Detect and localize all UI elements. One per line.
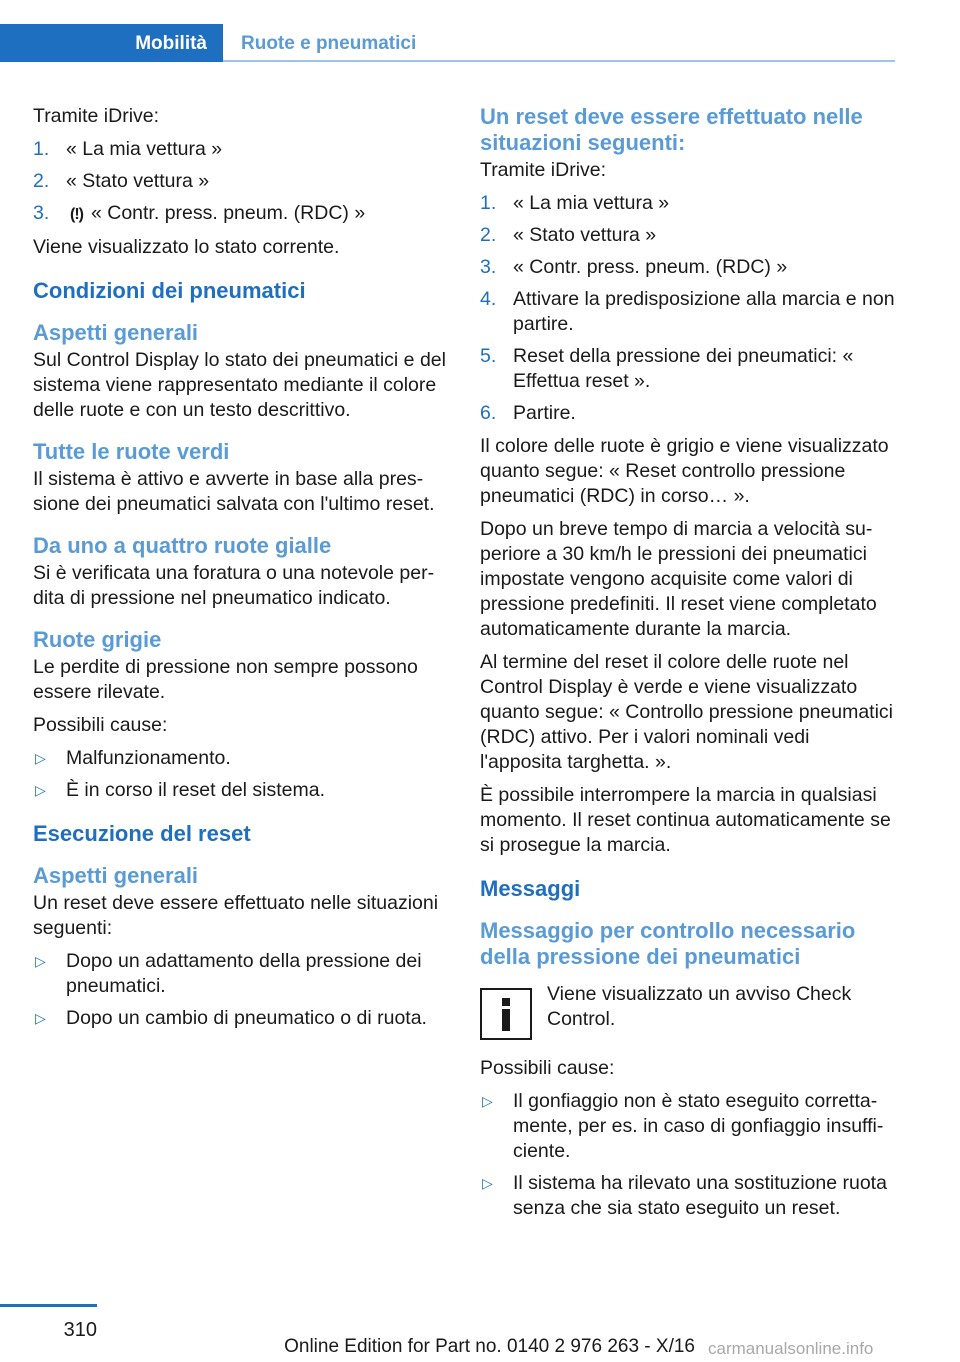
- grigie-text: Le perdite di pressione non sempre possono essere rilevate.: [33, 656, 418, 703]
- right-column: [480, 104, 895, 1229]
- step-text: « Stato vettura »: [66, 170, 210, 192]
- list-item: [33, 746, 448, 771]
- step-text: « Contr. press. pneum. (RDC) »: [513, 256, 788, 278]
- info-note: [480, 982, 895, 1046]
- step-text: Attivare la predisposizione alla marcia e non partire.: [513, 288, 895, 335]
- intro-text: Tramite iDrive:: [33, 105, 160, 127]
- step-item: [480, 191, 895, 216]
- tire-pressure-warning-icon: (!): [70, 206, 83, 223]
- step-item: [480, 223, 895, 248]
- heading-ruote-verdi: Tutte le ruote verdi: [33, 439, 230, 464]
- list-item-text: Malfunzionamento.: [66, 747, 231, 769]
- triangle-bullet-icon: ▷: [35, 782, 46, 798]
- step-item: [33, 169, 448, 194]
- list-item-text: Il gonfiaggio non è stato eseguito corretta-mente, per es. in caso di gonfiaggio insuffi-ciente.: [513, 1090, 884, 1162]
- reset-paragraph: Il colore delle ruote è grigio e viene visualizzato quanto segue: « Reset controllo pressione pneumatici (RDC) in corso… ».: [480, 435, 889, 507]
- step-item: [480, 344, 895, 394]
- header-rule: [223, 60, 895, 62]
- reset-aspetti-text: Un reset deve essere effettuato nelle situazioni seguenti:: [33, 892, 439, 939]
- step-number: 6.: [480, 402, 497, 424]
- list-item: [480, 1089, 895, 1164]
- aspetti-text: Sul Control Display lo stato dei pneumatici e del sistema viene rappresentato mediante il colore delle ruote e con un testo descrittivo.: [33, 349, 446, 421]
- step-text: « La mia vettura »: [66, 138, 223, 160]
- edition-text: Online Edition for Part no. 0140 2 976 263 - X/16: [284, 1336, 695, 1357]
- footer-rule: [0, 1304, 97, 1307]
- list-item-text: È in corso il reset del sistema.: [66, 779, 326, 801]
- step-number: 1.: [480, 192, 497, 214]
- step-item: [480, 255, 895, 280]
- idrive-steps: [33, 137, 448, 227]
- reset-paragraph: Al termine del reset il colore delle ruote nel Control Display è verde e viene visualizzato quanto segue: « Controllo pressione pneumatici (RDC) attivo. Per i valori nominali vedi l'apposita targhetta. ».: [480, 651, 894, 773]
- info-text: Viene visualizzato un avviso Check Control.: [547, 983, 852, 1030]
- list-item-text: Il sistema ha rilevato una sostituzione ruota senza che sia stato eseguito un reset.: [513, 1172, 887, 1219]
- reset-steps: [480, 191, 895, 426]
- step-text: « Contr. press. pneum. (RDC) »: [90, 202, 366, 224]
- list-item: [33, 1006, 448, 1031]
- watermark: carmanualsonline.info: [708, 1339, 874, 1358]
- step-number: 5.: [480, 345, 497, 367]
- heading-messaggi: Messaggi: [480, 876, 581, 901]
- list-item: [480, 1171, 895, 1221]
- page-number: 310: [63, 1319, 97, 1341]
- step-item: [480, 287, 895, 337]
- step-number: 3.: [480, 256, 497, 278]
- reset-situations-list: [33, 949, 448, 1031]
- step-number: 2.: [480, 224, 497, 246]
- triangle-bullet-icon: ▷: [482, 1093, 493, 1109]
- heading-esecuzione-reset: Esecuzione del reset: [33, 821, 251, 846]
- list-item-text: Dopo un cambio di pneumatico o di ruota.: [66, 1007, 427, 1029]
- triangle-bullet-icon: ▷: [35, 953, 46, 969]
- step-text: « Stato vettura »: [513, 224, 657, 246]
- heading-condizioni: Condizioni dei pneumatici: [33, 278, 306, 303]
- reset-paragraph: Dopo un breve tempo di marcia a velocità su-periore a 30 km/h le pressioni dei pneumatici impostate vengono acquisite come valori di pressione predefiniti. Il reset viene completato automaticamente durante la marcia.: [480, 518, 877, 640]
- step-text: « La mia vettura »: [513, 192, 670, 214]
- info-icon: [480, 988, 532, 1040]
- status-text: Viene visualizzato lo stato corrente.: [33, 236, 340, 258]
- verdi-text: Il sistema è attivo e avverte in base alla pres-sione dei pneumatici salvata con l'ultimo reset.: [33, 468, 435, 515]
- left-column: [33, 104, 448, 1039]
- page-header: [0, 24, 895, 62]
- step-item: [480, 401, 895, 426]
- list-item-text: Dopo un adattamento della pressione dei pneumatici.: [66, 950, 422, 997]
- step-item: [33, 137, 448, 162]
- heading-messaggio-controllo: Messaggio per controllo necessario della pressione dei pneumatici: [480, 918, 856, 969]
- heading-ruote-grigie: Ruote grigie: [33, 627, 162, 652]
- step-text: Partire.: [513, 402, 576, 424]
- list-item: [33, 778, 448, 803]
- gialle-text: Si è verificata una foratura o una notevole per-dita di pressione nel pneumatico indicato.: [33, 562, 435, 609]
- triangle-bullet-icon: ▷: [35, 750, 46, 766]
- heading-ruote-gialle: Da uno a quattro ruote gialle: [33, 533, 332, 558]
- list-item: [33, 949, 448, 999]
- heading-aspetti-generali: Aspetti generali: [33, 320, 199, 345]
- section-title: Ruote e pneumatici: [241, 32, 417, 54]
- step-number: 4.: [480, 288, 497, 310]
- triangle-bullet-icon: ▷: [482, 1175, 493, 1191]
- cause-list: [33, 746, 448, 803]
- heading-reset-aspetti: Aspetti generali: [33, 863, 199, 888]
- triangle-bullet-icon: ▷: [35, 1010, 46, 1026]
- intro-text: Tramite iDrive:: [480, 159, 607, 181]
- step-number: 1.: [33, 138, 50, 160]
- cause-list: [480, 1089, 895, 1221]
- chapter-tab: Mobilità: [0, 24, 223, 62]
- step-item: [33, 201, 448, 227]
- step-number: 3.: [33, 202, 50, 224]
- step-number: 2.: [33, 170, 50, 192]
- cause-label: Possibili cause:: [480, 1057, 615, 1079]
- step-text: Reset della pressione dei pneumatici: « Effettua reset ».: [513, 345, 854, 392]
- heading-reset-situazioni: Un reset deve essere effettuato nelle situazioni seguenti:: [480, 104, 863, 155]
- cause-label: Possibili cause:: [33, 714, 168, 736]
- reset-paragraph: È possibile interrompere la marcia in qualsiasi momento. Il reset continua automaticamente se si prosegue la marcia.: [480, 784, 891, 856]
